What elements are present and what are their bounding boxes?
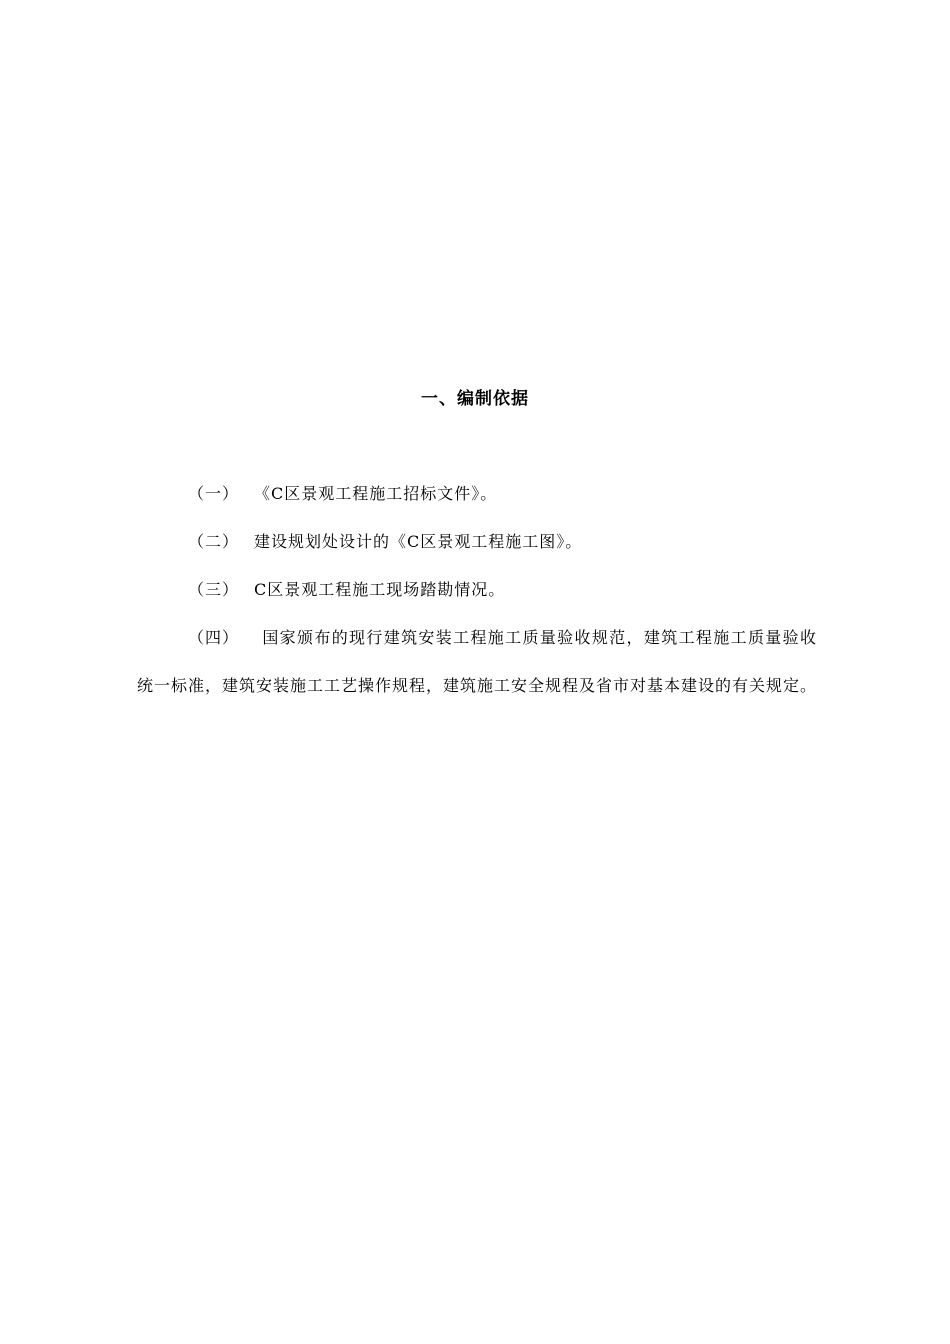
basis-item (137, 518, 817, 566)
item-number: （二） (188, 532, 240, 551)
item-text: 国家颁布的现行建筑安装工程施工质量验收规范，建筑工程施工质量验收统一标准，建筑安装施工工艺操作规程，建筑施工安全规程及省市对基本建设的有关规定。 (137, 628, 818, 695)
item-number: （四） (188, 628, 240, 647)
item-text: C区景观工程施工现场踏勘情况。 (254, 580, 506, 599)
item-text: 建设规划处设计的《C区景观工程施工图》。 (254, 532, 583, 551)
item-text: 《C区景观工程施工招标文件》。 (254, 484, 498, 503)
item-number: （三） (188, 580, 240, 599)
section-heading: 一、编制依据 (421, 389, 529, 409)
item-number: （一） (188, 484, 240, 503)
basis-item (137, 566, 817, 614)
basis-item (137, 470, 817, 518)
basis-item (137, 614, 817, 710)
